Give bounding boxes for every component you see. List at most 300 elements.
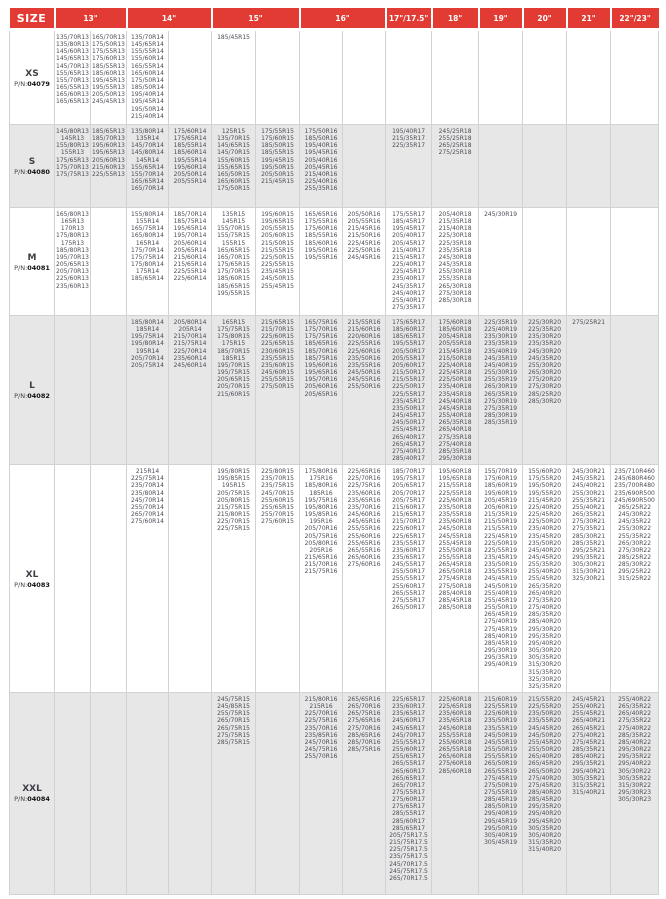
tire-size-cell <box>611 125 659 208</box>
row-size-label <box>10 316 55 465</box>
tire-size: 215/35R17 <box>392 135 426 143</box>
tire-size: 305/35R22 <box>618 774 652 782</box>
tire-size: 235/70R14 <box>131 482 164 490</box>
tire-size: 175/60R13 <box>92 55 125 63</box>
tire-size-cell <box>523 692 567 894</box>
tire-size-cell <box>343 692 386 894</box>
tire-size: 205/50R14 <box>173 170 207 178</box>
tire-size: 275/70R16 <box>347 724 381 732</box>
tire-size: 165/65R13 <box>56 98 89 106</box>
tire-size: 155/75R15 <box>217 232 250 240</box>
tire-size: 265/50R20 <box>528 767 562 775</box>
tire-size: 235/35R19 <box>484 340 518 348</box>
tire-size: 285/30R20 <box>528 397 562 405</box>
tire-size: 195/50R16 <box>304 246 338 254</box>
tire-size: 185/80R16 <box>304 482 338 490</box>
wheel-diameter-header: 18" <box>432 8 479 30</box>
tire-size-cell <box>523 465 567 693</box>
tire-size: 275/30R19 <box>484 397 518 405</box>
tire-size: 205/40R16 <box>304 156 338 164</box>
tire-size: 235/30R20 <box>528 333 562 341</box>
tire-size: 275/65R17 <box>392 803 426 811</box>
tire-size: 205/60R13 <box>92 156 125 164</box>
tire-size: 295/35R22 <box>618 753 652 761</box>
tire-size: 285/35R18 <box>438 447 472 455</box>
tire-size: 275/35R21 <box>572 525 606 533</box>
tire-size: 255/60R15 <box>261 496 294 504</box>
tire-size: 225/30R18 <box>438 232 472 240</box>
tire-size: 245/55R18 <box>438 532 472 540</box>
row-size-label <box>10 465 55 693</box>
tire-size: 175/55R16 <box>304 218 338 226</box>
tire-size: 245/50R17 <box>392 419 426 427</box>
tire-size: 195/75R14 <box>131 333 164 341</box>
tire-size: 195/60R18 <box>438 468 472 476</box>
tire-size: 295/45R19 <box>484 817 518 825</box>
tire-size: 315/35R20 <box>528 668 562 676</box>
tire-size: 255/50R18 <box>438 546 472 554</box>
tire-size: 245/45R19 <box>484 575 518 583</box>
tire-size: 245/45R16 <box>347 253 381 261</box>
tire-size: 285/45R18 <box>438 596 472 604</box>
tire-size: 225/65R17 <box>392 695 426 703</box>
tire-size: 275/35R17 <box>392 304 426 312</box>
part-number: P/N:04080 <box>14 168 50 176</box>
tire-size: 205/55R17 <box>392 354 426 362</box>
tire-size: 265/70R16 <box>347 703 381 711</box>
tire-size: 215/65R16 <box>304 554 338 561</box>
tire-size: 255/40R18 <box>438 412 472 420</box>
tire-size: 215/45R16 <box>347 225 381 233</box>
tire-size-cell <box>343 316 386 465</box>
tire-size: 265/45R19 <box>484 611 518 619</box>
tire-size: 275/60R16 <box>347 561 381 569</box>
tire-size: 185/45R17 <box>392 218 426 226</box>
tire-size: 145/70R13 <box>56 62 89 70</box>
tire-size: 275/30R18 <box>438 289 472 297</box>
tire-size: 215/65R15 <box>261 319 294 326</box>
tire-size: 195/55R14 <box>173 156 207 164</box>
tire-size-cell <box>386 465 432 693</box>
tire-size-cell <box>55 208 91 316</box>
tire-size: 195/75R15 <box>217 369 250 377</box>
tire-size: 245/30R20 <box>528 347 562 355</box>
tire-size: 225/55R15 <box>261 261 294 269</box>
tire-size: 235/80R14 <box>131 489 164 497</box>
tire-size: 225/65R17 <box>392 532 426 540</box>
tire-size: 285/70R16 <box>347 738 381 746</box>
tire-size-cell <box>386 692 432 894</box>
tire-size: 255/60R16 <box>347 532 381 540</box>
tire-size: 205/70R16 <box>304 525 338 533</box>
tire-size: 205/75R14 <box>131 361 164 369</box>
tire-size: 245/55R17 <box>392 561 426 569</box>
tire-size: 305/40R20 <box>528 831 562 839</box>
tire-size: 135R15 <box>221 211 246 218</box>
tire-size: 265/65R16 <box>347 695 381 703</box>
tire-size: 275/60R15 <box>261 518 294 526</box>
tire-size: 155/60R14 <box>131 55 164 63</box>
tire-size: 225/75R14 <box>131 475 164 483</box>
tire-size: 215/80R15 <box>217 511 250 519</box>
tire-size-cell <box>256 692 300 894</box>
tire-size: 245/75R16 <box>304 746 338 754</box>
tire-size: 235/50R19 <box>484 717 518 725</box>
tire-size: 245/30R19 <box>484 211 518 218</box>
tire-size: 265/40R18 <box>438 426 472 434</box>
tire-size: 145R13 <box>60 135 85 143</box>
tire-size: 165/70R15 <box>217 253 250 261</box>
tire-size: 245/50R20 <box>528 731 562 739</box>
tire-size: 175/75R16 <box>304 333 338 341</box>
tire-size: 175/75R15 <box>217 326 250 334</box>
tire-size: 175/55R15 <box>261 128 294 135</box>
tire-size: 195/75R16 <box>304 496 338 504</box>
tire-size: 155/65R14 <box>131 163 164 171</box>
tire-size: 195/65R18 <box>438 475 472 483</box>
tire-size-cell <box>169 125 212 208</box>
tire-size: 185/80R13 <box>56 246 89 254</box>
tire-size: 205/65R15 <box>217 376 250 384</box>
tire-size: 185/60R17 <box>392 326 426 334</box>
tire-size: 225/40R17 <box>392 261 426 269</box>
tire-size: 275/60R17 <box>392 796 426 804</box>
tire-size-cell <box>55 316 91 465</box>
tire-size: 295/40R20 <box>528 810 562 818</box>
tire-size: 255/55R17 <box>392 738 426 746</box>
tire-size: 225/60R18 <box>438 695 472 703</box>
tire-size-cell <box>169 30 212 125</box>
tire-size: 215/65R17 <box>392 511 426 519</box>
tire-size: 235/55R18 <box>438 511 472 519</box>
tire-size: 245/45R18 <box>438 404 472 412</box>
tire-size: 225/40R19 <box>484 326 518 334</box>
tire-size: 135/70R13 <box>56 34 89 41</box>
tire-size: 205/40R17 <box>392 232 426 240</box>
tire-size: 175/80R13 <box>56 232 89 240</box>
tire-size: 305/35R20 <box>528 654 562 662</box>
size-code: XXL <box>22 784 42 795</box>
part-number: P/N:04081 <box>14 263 50 272</box>
tire-size: 255/35R18 <box>438 275 472 283</box>
tire-size: 215/40R18 <box>438 225 472 233</box>
tire-size: 175/70R14 <box>131 246 164 254</box>
tire-size: 275/45R19 <box>484 625 518 633</box>
tire-size: 205/70R13 <box>56 268 89 276</box>
table-body <box>10 30 659 895</box>
tire-size: 255/40R19 <box>484 589 518 597</box>
size-code: XS <box>25 68 39 79</box>
tire-size: 195/45R15 <box>261 156 294 164</box>
tire-size: 225/55R14 <box>173 268 207 276</box>
tire-size: 225/50R20 <box>528 518 562 526</box>
tire-size: 245/70R15 <box>261 489 294 497</box>
tire-size: 175/70R13 <box>56 163 89 171</box>
table-row <box>10 125 659 208</box>
tire-size: 195/60R15 <box>261 211 294 218</box>
tire-size: 235/35R20 <box>528 340 562 348</box>
tire-size: 165R14 <box>135 239 160 247</box>
tire-size-cell <box>479 316 523 465</box>
wheel-diameter-header: 17"/17.5" <box>386 8 432 30</box>
tire-size: 235/50R18 <box>438 503 472 511</box>
tire-size: 285/35R22 <box>618 731 652 739</box>
size-code: M <box>27 252 37 263</box>
tire-size: 230/60R15 <box>261 347 294 355</box>
tire-size: 265/50R18 <box>438 568 472 576</box>
tire-size: 195/45R14 <box>131 98 164 106</box>
tire-size: 265/55R17 <box>392 760 426 768</box>
tire-size: 245/75R15 <box>217 695 250 703</box>
tire-size: 235/35R18 <box>438 246 472 254</box>
tire-size: 215/70R14 <box>173 333 207 341</box>
tire-size: 245/70R14 <box>131 496 164 504</box>
tire-size: 215/55R20 <box>528 695 562 703</box>
tire-size: 225/60R13 <box>56 275 89 283</box>
tire-size: 195R14 <box>135 347 160 355</box>
tire-size: 155/65R15 <box>217 163 250 171</box>
tire-size-cell <box>300 30 343 125</box>
tire-size: 235/55R17 <box>392 539 426 547</box>
tire-size: 195/55R16 <box>304 253 338 261</box>
tire-size: 265/30R20 <box>528 369 562 377</box>
tire-size: 165/50R15 <box>217 170 250 178</box>
tire-size: 195/65R14 <box>173 225 207 233</box>
tire-size: 195/45R13 <box>92 76 125 84</box>
tire-size: 265/30R18 <box>438 282 472 290</box>
tire-size-cell <box>127 208 169 316</box>
tire-size: 145R15 <box>221 218 246 226</box>
tire-size: 185/70R14 <box>173 211 207 218</box>
tire-size: 165/55R14 <box>131 62 164 70</box>
tire-size: 225/55R19 <box>484 703 518 711</box>
tire-size: 235/75R15 <box>261 482 294 490</box>
tire-size: 225/60R15 <box>261 333 294 341</box>
tire-size: 205/70R14 <box>131 354 164 362</box>
tire-size: 215/55R19 <box>484 525 518 533</box>
tire-size: 215/50R15 <box>261 239 294 247</box>
tire-size: 185/55R15 <box>261 149 294 157</box>
tire-size: 205/40R18 <box>438 211 472 218</box>
table-row <box>10 316 659 465</box>
tire-size: 265/35R18 <box>438 419 472 427</box>
tire-size-cell <box>343 465 386 693</box>
tire-size: 170R13 <box>60 225 85 233</box>
tire-size: 245/55R19 <box>484 738 518 746</box>
tire-size: 265/45R18 <box>438 561 472 569</box>
tire-size: 235/60R15 <box>261 361 294 369</box>
tire-size: 205/65R14 <box>173 246 207 254</box>
tire-size: 215/55R17 <box>392 376 426 384</box>
tire-size: 225/60R14 <box>173 275 207 283</box>
wheel-diameter-header: 19" <box>479 8 523 30</box>
tire-size-cell <box>256 125 300 208</box>
wheel-diameter-header: 20" <box>523 8 567 30</box>
tire-size: 235/40R19 <box>484 347 518 355</box>
tire-size: 225/60R16 <box>347 347 381 355</box>
tire-size: 225/45R20 <box>528 511 562 519</box>
tire-size: 175/55R20 <box>528 475 562 483</box>
tire-size: 265/70R14 <box>131 511 164 519</box>
wheel-diameter-header: 15" <box>212 8 300 30</box>
tire-size: 265/45R21 <box>572 724 606 732</box>
tire-size: 135/80R14 <box>131 128 164 135</box>
tire-size: 185/45R15 <box>217 34 250 41</box>
tire-size: 195/45R16 <box>304 149 338 157</box>
tire-size: 245/25R18 <box>438 128 472 135</box>
tire-size: 205/50R13 <box>92 91 125 99</box>
tire-size-cell <box>127 30 169 125</box>
tire-size: 245/70R16 <box>304 738 338 746</box>
wheel-diameter-header: 16" <box>300 8 386 30</box>
tire-size: 265/30R19 <box>484 383 518 391</box>
tire-size-cell <box>386 316 432 465</box>
tire-size: 215/80R16 <box>304 695 338 703</box>
tire-size: 295/35R20 <box>528 803 562 811</box>
tire-size: 185R14 <box>135 326 160 334</box>
tire-size: 255/30R19 <box>484 369 518 377</box>
tire-size: 205/55R14 <box>173 178 207 186</box>
tire-size: 205/75R16 <box>304 532 338 540</box>
tire-size: 195/80R15 <box>217 468 250 476</box>
tire-size-cell <box>256 465 300 693</box>
tire-size: 195/70R15 <box>217 361 250 369</box>
tire-size: 295/30R18 <box>438 454 472 462</box>
tire-size: 195/80R16 <box>304 503 338 511</box>
tire-size: 155/65R13 <box>56 69 89 77</box>
tire-size: 275/40R20 <box>528 774 562 782</box>
tire-size: 220/60R16 <box>347 333 381 341</box>
tire-size: 255/55R19 <box>484 753 518 761</box>
tire-size: 245/60R18 <box>438 724 472 732</box>
tire-size: 245/45R20 <box>528 724 562 732</box>
tire-size-cell <box>523 316 567 465</box>
tire-size: 245/35R21 <box>572 475 606 483</box>
tire-size: 205/60R17 <box>392 361 426 369</box>
tire-size: 315/35R20 <box>528 839 562 847</box>
tire-size-cell <box>300 316 343 465</box>
tire-size: 215/40R16 <box>304 170 338 178</box>
tire-size-cell <box>127 316 169 465</box>
tire-size: 245/40R20 <box>528 546 562 554</box>
tire-size-cell <box>479 692 523 894</box>
tire-size: 215/50R17 <box>392 369 426 377</box>
tire-size: 235/45R20 <box>528 532 562 540</box>
tire-size: 295/30R20 <box>528 625 562 633</box>
tire-size: 265/40R20 <box>528 753 562 761</box>
tire-size: 185/60R19 <box>484 482 518 490</box>
tire-size: 305/30R21 <box>572 561 606 569</box>
tire-size: 195/75R17 <box>392 475 426 483</box>
tire-size-cell <box>567 30 611 125</box>
tire-size: 235/30R19 <box>484 333 518 341</box>
tire-size: 235/75R17.5 <box>389 853 428 861</box>
tire-size: 305/35R20 <box>528 824 562 832</box>
tire-size: 285/45R20 <box>528 796 562 804</box>
tire-size: 205/75R17.5 <box>389 831 428 839</box>
size-code: L <box>29 381 35 392</box>
tire-size: 175R14 <box>135 268 160 276</box>
row-size-label <box>10 692 55 894</box>
tire-size: 245/690R500 <box>614 496 655 504</box>
tire-size-cell <box>300 208 343 316</box>
tire-size: 225/35R19 <box>484 319 518 326</box>
tire-size: 235/50R16 <box>347 354 381 362</box>
tire-size: 275/30R21 <box>572 518 606 526</box>
tire-size: 175/60R18 <box>438 319 472 326</box>
tire-size: 225/60R19 <box>484 710 518 718</box>
tire-size: 255/50R20 <box>528 746 562 754</box>
tire-size: 185/80R14 <box>131 319 164 326</box>
tire-size: 275/20R20 <box>528 376 562 384</box>
tire-size: 235/60R16 <box>347 489 381 497</box>
tire-size: 275/40R19 <box>484 618 518 626</box>
tire-size: 295/40R21 <box>572 767 606 775</box>
tire-size: 265/40R21 <box>572 717 606 725</box>
tire-size: 235/55R20 <box>528 717 562 725</box>
tire-size: 165/70R14 <box>131 185 164 193</box>
tire-size: 175/60R15 <box>261 135 294 143</box>
tire-size: 155/80R13 <box>56 142 89 150</box>
tire-size: 275/75R15 <box>217 731 250 739</box>
tire-size: 175/80R14 <box>131 261 164 269</box>
tire-size: 235/45R18 <box>438 390 472 398</box>
table-row <box>10 692 659 894</box>
tire-size: 185/60R14 <box>173 149 207 157</box>
tire-size: 245/60R17 <box>392 717 426 725</box>
tire-size-cell <box>212 125 256 208</box>
tire-size: 255/35R19 <box>484 376 518 384</box>
tire-size: 255/35R21 <box>572 496 606 504</box>
tire-size: 235/55R16 <box>347 361 381 369</box>
tire-size: 175/75R13 <box>56 170 89 178</box>
tire-size: 245/35R18 <box>438 261 472 269</box>
tire-size: 225/65R18 <box>438 703 472 711</box>
tire-size: 215/70R17 <box>392 518 426 526</box>
tire-size: 235/60R17 <box>392 703 426 711</box>
tire-size: 255/45R19 <box>484 596 518 604</box>
tire-size: 225/75R15 <box>217 525 250 533</box>
tire-size: 215/55R16 <box>347 319 381 326</box>
tire-size: 255/50R19 <box>484 746 518 754</box>
tire-size: 195/85R16 <box>304 511 338 519</box>
tire-size: 215/35R19 <box>484 511 518 519</box>
tire-size: 235/65R17 <box>392 710 426 718</box>
tire-size: 245/45R20 <box>528 554 562 561</box>
tire-size: 275/45R21 <box>572 738 606 746</box>
tire-size: 275/40R18 <box>438 440 472 448</box>
tire-size: 205/60R14 <box>173 239 207 247</box>
tire-size: 255/30R18 <box>438 268 472 276</box>
tire-size: 175R15 <box>221 340 246 348</box>
tire-size: 235/690R500 <box>614 489 655 497</box>
tire-size: 145/70R14 <box>131 142 164 150</box>
tire-size: 165/70R13 <box>92 34 125 41</box>
tire-size: 245/680R460 <box>614 475 655 483</box>
tire-size: 295/30R19 <box>484 647 518 655</box>
tire-size: 265/60R17 <box>392 767 426 775</box>
tire-size: 185/65R14 <box>131 275 164 283</box>
tire-size: 245/70R17 <box>392 731 426 739</box>
tire-size: 285/30R22 <box>618 561 652 569</box>
tire-size: 215/50R19 <box>484 518 518 526</box>
tire-size: 295/40R19 <box>484 810 518 818</box>
tire-size: 235/40R20 <box>528 525 562 533</box>
tire-size: 255/50R19 <box>484 604 518 612</box>
tire-size: 285/25R20 <box>528 390 562 398</box>
tire-size: 205/80R15 <box>217 496 250 504</box>
tire-size: 195/60R19 <box>484 489 518 497</box>
